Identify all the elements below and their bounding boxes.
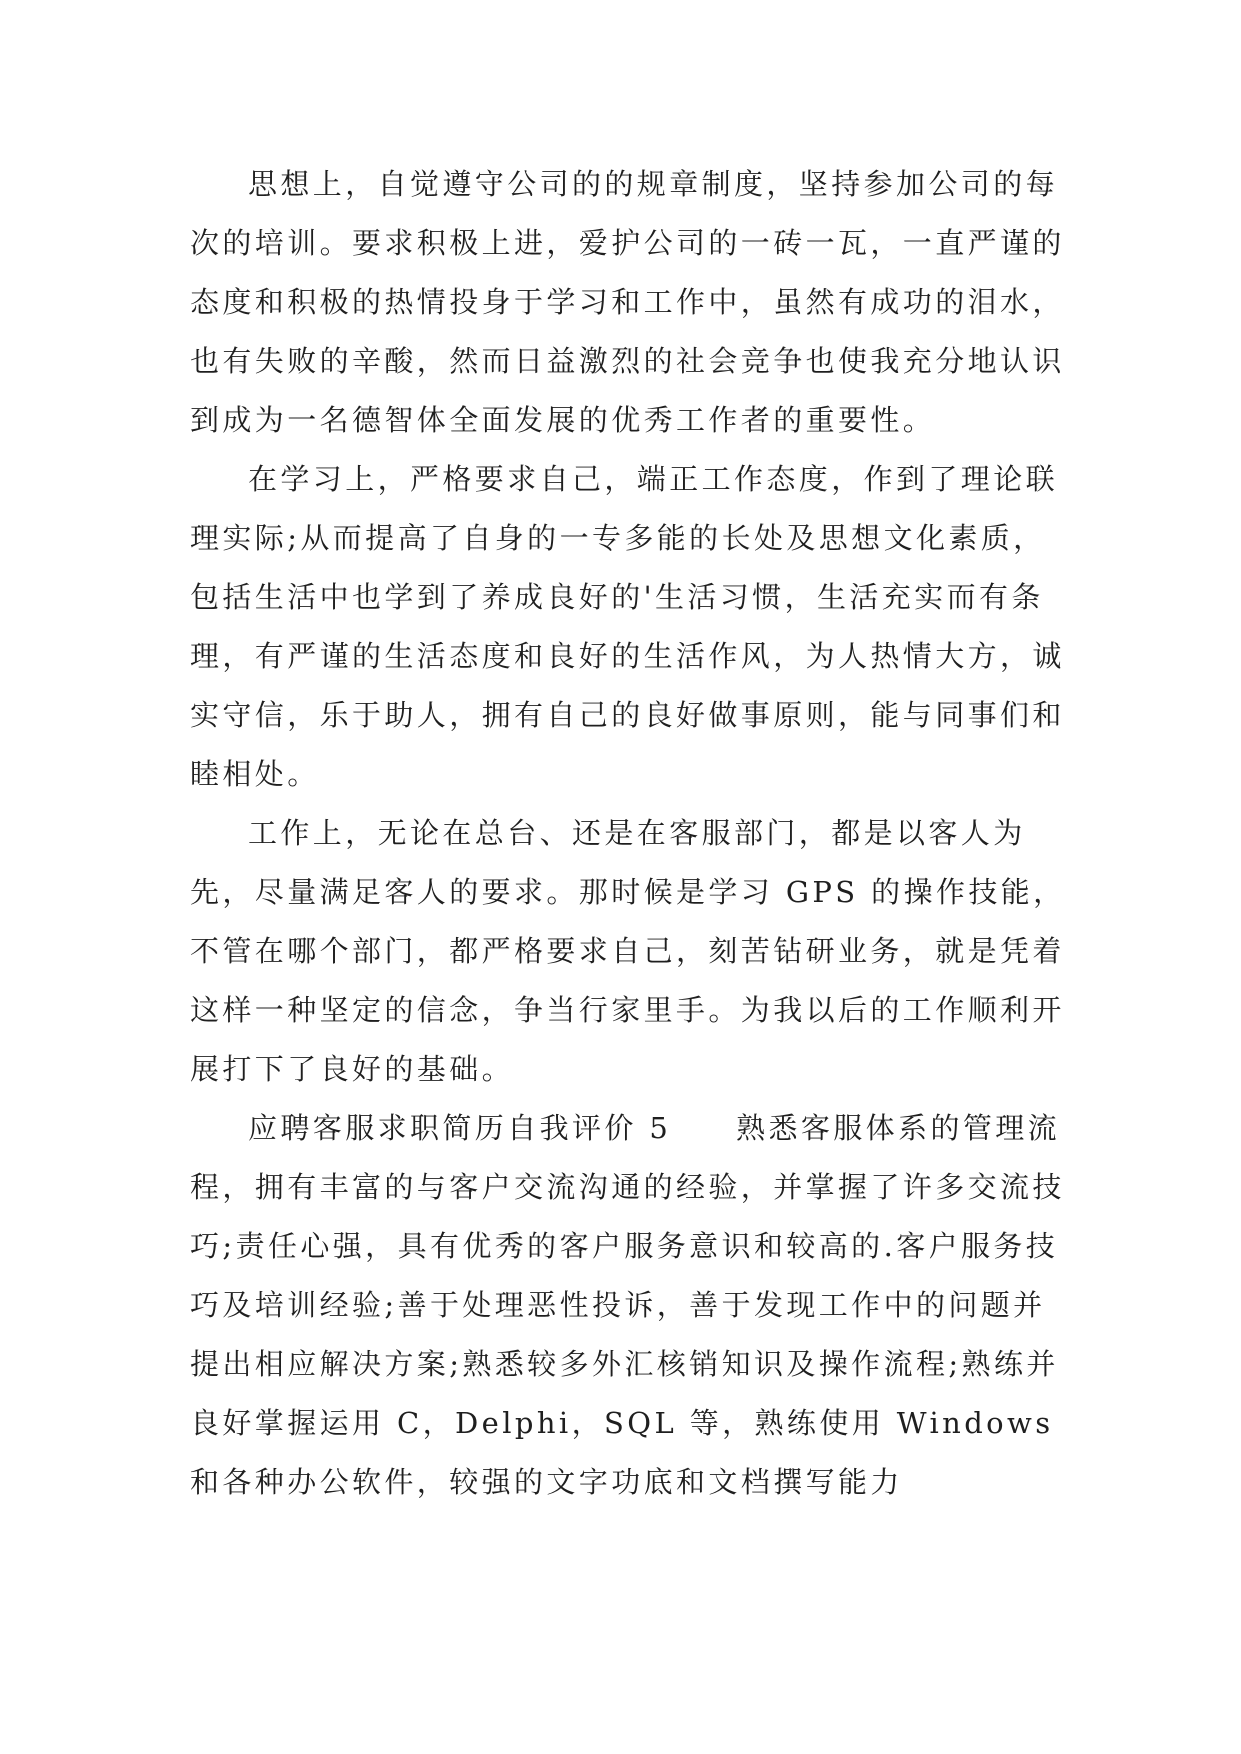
- paragraph-self-evaluation: 应聘客服求职简历自我评价 5 熟悉客服体系的管理流程，拥有丰富的与客户交流沟通的经验，并掌握了许多交流技巧;责任心强，具有优秀的客户服务意识和较高的.客户服务技巧及培训经验;善于处理恶性投诉，善于发现工作中的问题并提出相应解决方案;熟悉较多外汇核销知识及操作流程;熟练并良好掌握运用 C，Delphi，SQL 等，熟练使用 Windows 和各种办公软件，较强的文字功底和文档撰写能力: [190, 1111, 1065, 1499]
- document-body: [190, 155, 1070, 1512]
- paragraph-study: 在学习上，严格要求自己，端正工作态度，作到了理论联理实际;从而提高了自身的一专多能的长处及思想文化素质，包括生活中也学到了养成良好的'生活习惯，生活充实而有条理，有严谨的生活态度和良好的生活作风，为人热情大方，诚实守信，乐于助人，拥有自己的良好做事原则，能与同事们和睦相处。: [190, 462, 1065, 791]
- paragraph-work: 工作上，无论在总台、还是在客服部门，都是以客人为先，尽量满足客人的要求。那时候是学习 GPS 的操作技能，不管在哪个部门，都严格要求自己，刻苦钻研业务，就是凭着这样一种坚定的信念，争当行家里手。为我以后的工作顺利开展打下了良好的基础。: [190, 816, 1066, 1086]
- paragraph-ideology: 思想上，自觉遵守公司的的规章制度，坚持参加公司的每次的培训。要求积极上进，爱护公司的一砖一瓦，一直严谨的态度和积极的热情投身于学习和工作中，虽然有成功的泪水，也有失败的辛酸，然而日益激烈的社会竞争也使我充分地认识到成为一名德智体全面发展的优秀工作者的重要性。: [190, 167, 1065, 437]
